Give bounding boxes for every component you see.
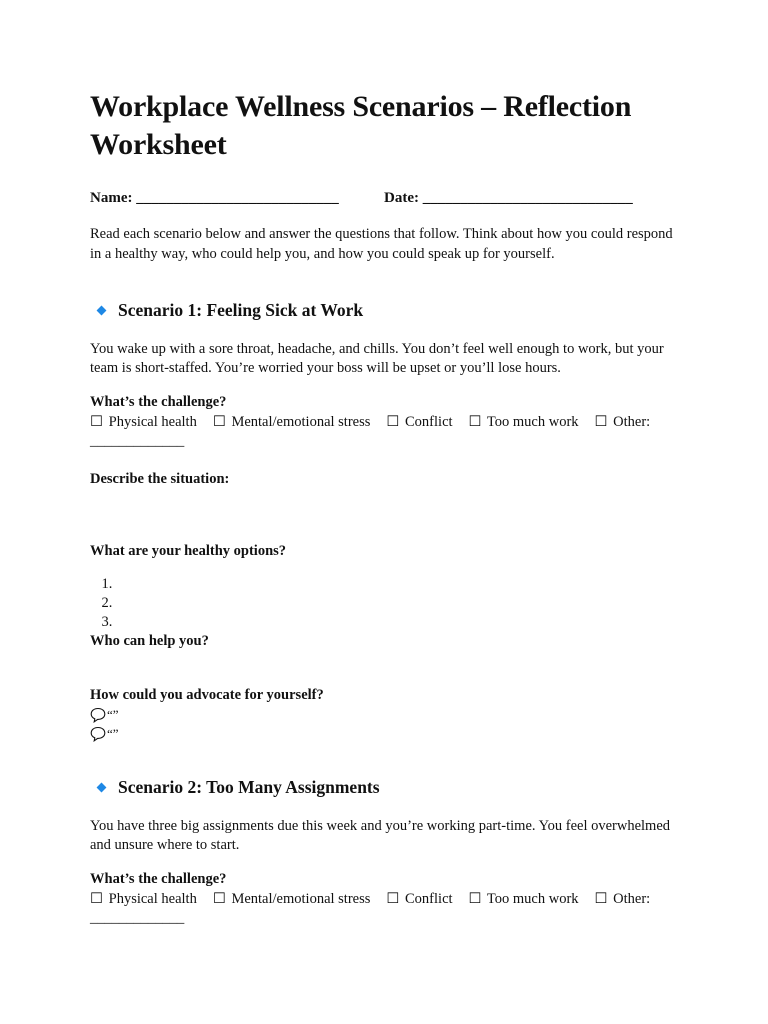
scenario-1-heading	[90, 300, 676, 321]
checkbox-icon: ☐	[90, 414, 103, 430]
checkbox-icon: ☐	[594, 414, 608, 430]
blue-diamond-icon	[97, 783, 107, 793]
advocate-quote-2[interactable]	[90, 724, 676, 743]
checkbox-other[interactable]	[595, 412, 651, 432]
option-item-2[interactable]	[116, 594, 676, 613]
speech-bubble-icon	[90, 707, 106, 723]
blue-diamond-icon	[97, 306, 107, 316]
scenario-2-description: You have three big assignments due this week and you’re working part-time. You feel overwhelmed and unsure where to start.	[90, 818, 671, 853]
checkbox-icon: ☐	[212, 891, 226, 907]
checkbox-label: Other:	[613, 414, 651, 430]
option-item-1[interactable]	[116, 575, 676, 594]
checkbox-icon: ☐	[386, 414, 400, 430]
page-title: Workplace Wellness Scenarios – Reflection Worksheet	[90, 90, 632, 161]
who-can-help-label: Who can help you?	[90, 633, 209, 649]
scenario-1-challenge	[90, 393, 676, 450]
checkbox-icon: ☐	[468, 891, 482, 907]
option-item-3[interactable]	[116, 613, 676, 632]
scenario-1-description: You wake up with a sore throat, headache, and chills. You don’t feel well enough to work, but your team is short-staffed. You’re worried your boss will be upset or you’ll lose hours.	[90, 341, 664, 376]
checkbox-label: Mental/emotional stress	[231, 414, 371, 430]
challenge-checkboxes	[90, 889, 676, 909]
date-field[interactable]: Date: ____________________________	[384, 190, 633, 206]
challenge-label: What’s the challenge?	[90, 871, 227, 887]
options-label: What are your healthy options?	[90, 543, 287, 559]
advocate-label: How could you advocate for yourself?	[90, 687, 324, 703]
checkbox-conflict[interactable]	[386, 889, 452, 909]
checkbox-too-much-work[interactable]	[469, 412, 579, 432]
checkbox-label: Physical health	[108, 891, 197, 907]
name-field[interactable]: Name: ___________________________	[90, 190, 339, 206]
advocate-quote-1[interactable]	[90, 705, 676, 724]
checkbox-label: Conflict	[405, 414, 453, 430]
other-blank-line[interactable]: _____________	[90, 433, 185, 449]
scenario-2-challenge	[90, 870, 676, 927]
checkbox-label: Too much work	[486, 414, 579, 430]
challenge-label: What’s the challenge?	[90, 394, 227, 410]
options-list	[90, 575, 676, 632]
checkbox-icon: ☐	[468, 414, 482, 430]
checkbox-physical-health[interactable]	[90, 412, 197, 432]
checkbox-icon: ☐	[212, 414, 226, 430]
checkbox-mental-stress[interactable]	[213, 889, 371, 909]
checkbox-icon: ☐	[386, 891, 400, 907]
describe-label: Describe the situation:	[90, 471, 230, 487]
scenario-2-title: Scenario 2: Too Many Assignments	[118, 777, 380, 797]
checkbox-label: Physical health	[108, 414, 197, 430]
checkbox-icon: ☐	[594, 891, 608, 907]
checkbox-label: Other:	[613, 891, 651, 907]
other-blank-line[interactable]: _____________	[90, 910, 185, 926]
quote-marks: “”	[107, 707, 119, 722]
checkbox-physical-health[interactable]	[90, 889, 197, 909]
intro-paragraph: Read each scenario below and answer the questions that follow. Think about how you could respond in a healthy way, who could help you, and how you could speak up for yourself.	[90, 226, 673, 262]
checkbox-conflict[interactable]	[386, 412, 452, 432]
name-date-row	[90, 190, 676, 207]
checkbox-other[interactable]	[595, 889, 651, 909]
checkbox-label: Mental/emotional stress	[231, 891, 371, 907]
quote-marks: “”	[107, 726, 119, 741]
scenario-2-heading	[90, 777, 676, 798]
checkbox-mental-stress[interactable]	[213, 412, 371, 432]
speech-bubble-icon	[90, 726, 106, 742]
checkbox-icon: ☐	[90, 891, 103, 907]
checkbox-label: Conflict	[405, 891, 453, 907]
checkbox-label: Too much work	[486, 891, 579, 907]
checkbox-too-much-work[interactable]	[469, 889, 579, 909]
challenge-checkboxes	[90, 412, 676, 432]
scenario-1-title: Scenario 1: Feeling Sick at Work	[118, 300, 364, 320]
